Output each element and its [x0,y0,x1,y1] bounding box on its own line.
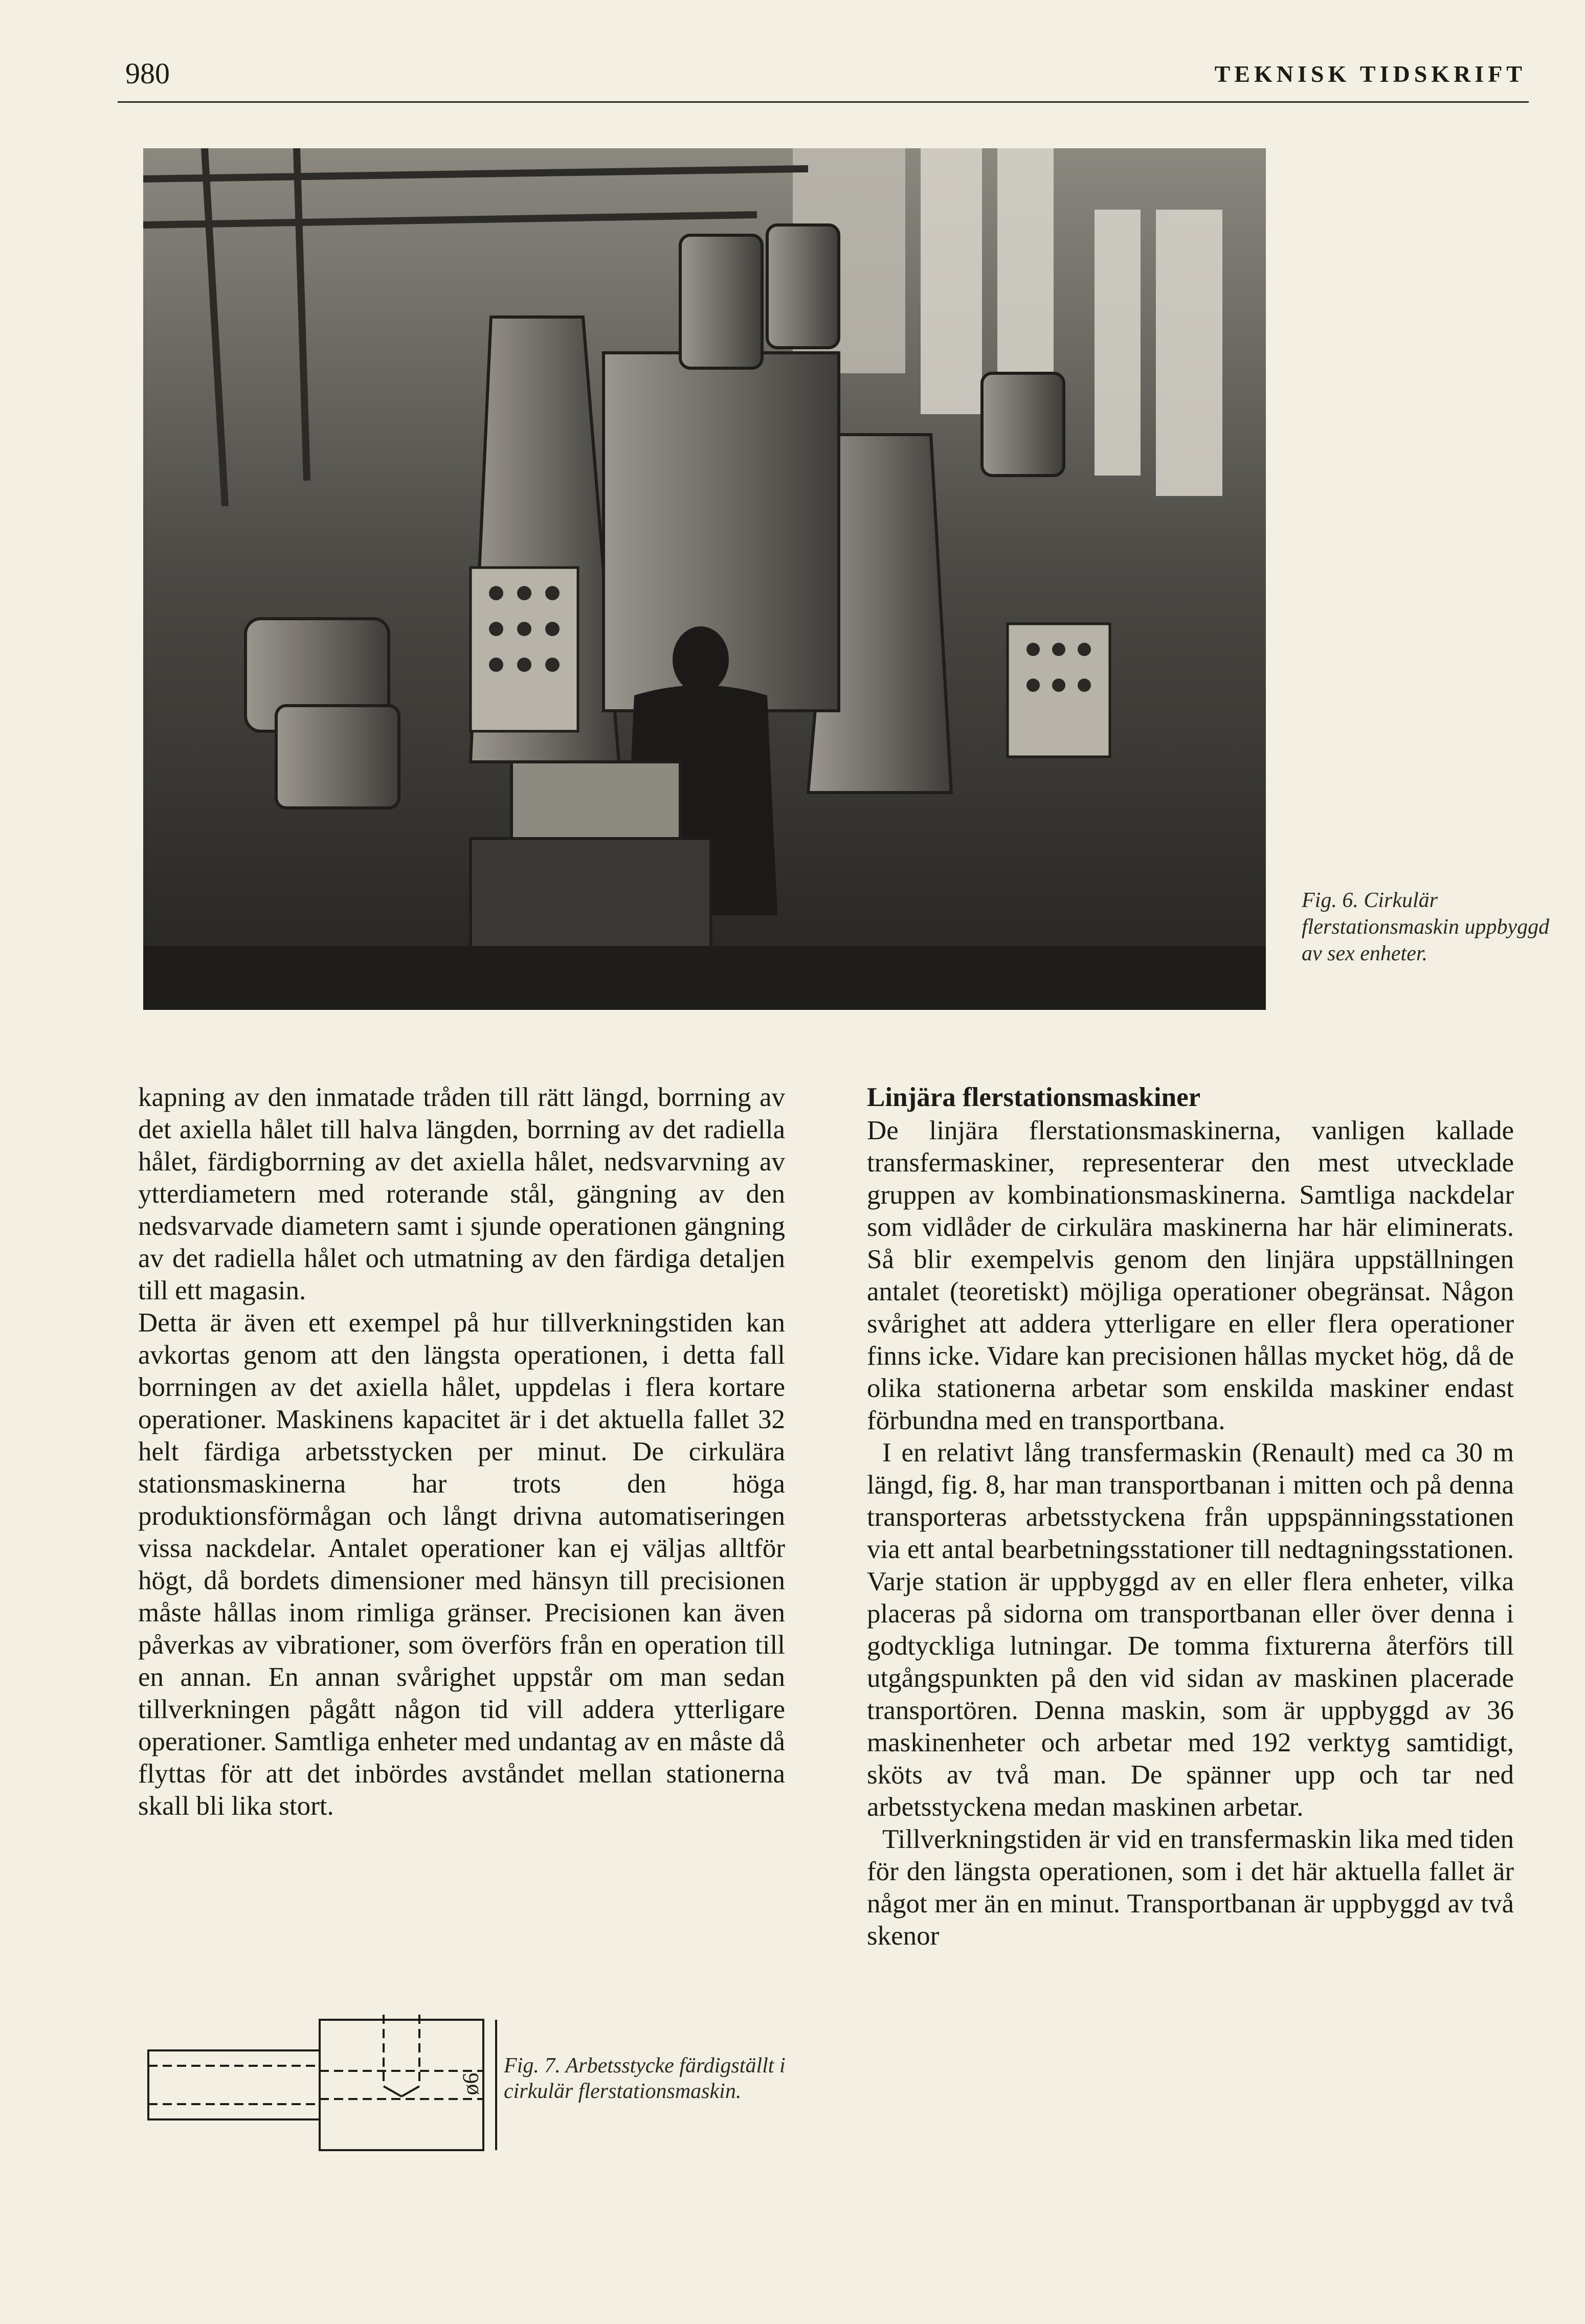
right-paragraph-1: De linjära flerstationsmaskinerna, vanligen kallade transfermaskiner, representerar den mest utvecklade gruppen av kombinationsmaskinerna. Samtliga nackdelar som vidlåder de cirkulära maskinerna har här eliminerats. Så blir exempelvis genom den linjära uppställningen antalet (teoretiskt) möjliga operationer obegränsat. Någon svårighet att addera ytterligare en eller flera operationer finns icke. Vidare kan precisionen hållas mycket hög, då de olika stationerna arbetar som enskilda maskiner endast förbundna med en transportbana. [867,1116,1514,1435]
right-column [867,1081,1514,1952]
left-paragraph-1: kapning av den inmatade tråden till rätt längd, borrning av det axiella hålet till halva längden, borrning av det radiella hålet, färdigborrning av det axiella hålet, nedsvarvning av ytterdiametern med roterande stål, gängning av den nedsvarvade diametern samt i sjunde operationen gängning av det radiella hålet och utmatning av den färdiga detaljen till ett magasin. [138,1082,785,1305]
floor [143,946,1266,1010]
left-column [138,1081,785,1822]
fig7-dimension-label: ø6 [458,2072,483,2095]
header-rule [118,101,1529,103]
journal-title: TEKNISK TIDSKRIFT [1214,61,1526,87]
right-paragraph-2: I en relativt lång transfermaskin (Renault) med ca 30 m längd, fig. 8, har man transportbanan i mitten och på denna transporteras arbetsstyckena från uppspänningsstationen via ett antal bearbetningsstationer till nedtagningsstationen. Varje station är uppbyggd av en eller flera enheter, vilka placeras på sidorna om transportbanan eller över denna i godtyckliga lutningar. De tomma fixturerna återförs till utgångspunkten på den vid sidan av maskinen placerade transportören. Denna maskin, som är uppbyggd av 36 maskinenheter och arbetar med 192 verktyg samtidigt, sköts av två man. De spänner upp och tar ned arbetsstyckena medan maskinen arbetar. [867,1438,1514,1822]
fig7-caption: Fig. 7. Arbetsstycke färdigställt i cirkulär flerstationsmaskin. [504,2054,786,2103]
fig7-drawing [138,2015,506,2158]
workpiece-thread-section [148,2050,320,2119]
left-paragraph-2: Detta är även ett exempel på hur tillverkningstiden kan avkortas genom att den längsta operationen, i detta fall borrningen av det axiella hålet, uppdelas i flera kortare operationer. Maskinens kapacitet är i det aktuella fallet 32 helt färdiga arbetsstycken per minut. De cirkulära stationsmaskinerna har trots den höga produktionsförmågan och långt drivna automatiseringen vissa nackdelar. Antalet operationer kan ej väljas alltför högt, då bordets dimensioner med hänsyn till precisionen måste hållas inom rimliga gränser. Precisionen kan även påverkas av vibrationer, som överförs från en operation till en annan. En annan svårighet uppstår om man sedan tillverkningen pågått någon tid vill addera ytterligare operationer. Samtliga enheter med undantag av en måste då flyttas för att det inbördes avståndet mellan stationerna skall bli lika stort. [138,1308,785,1821]
fig6-photo [143,148,1266,1010]
right-paragraph-3: Tillverkningstiden är vid en transfermaskin lika med tiden för den längsta operationen, som i det här aktuella fallet är något mer än en minut. Transportbanan är uppbyggd av två skenor [867,1824,1514,1951]
fig6-caption: Fig. 6. Cirkulär flerstationsmaskin uppbyggd av sex enheter. [1302,889,1550,965]
page-number: 980 [125,57,170,90]
section-heading: Linjära flerstationsmaskiner [867,1082,1201,1112]
